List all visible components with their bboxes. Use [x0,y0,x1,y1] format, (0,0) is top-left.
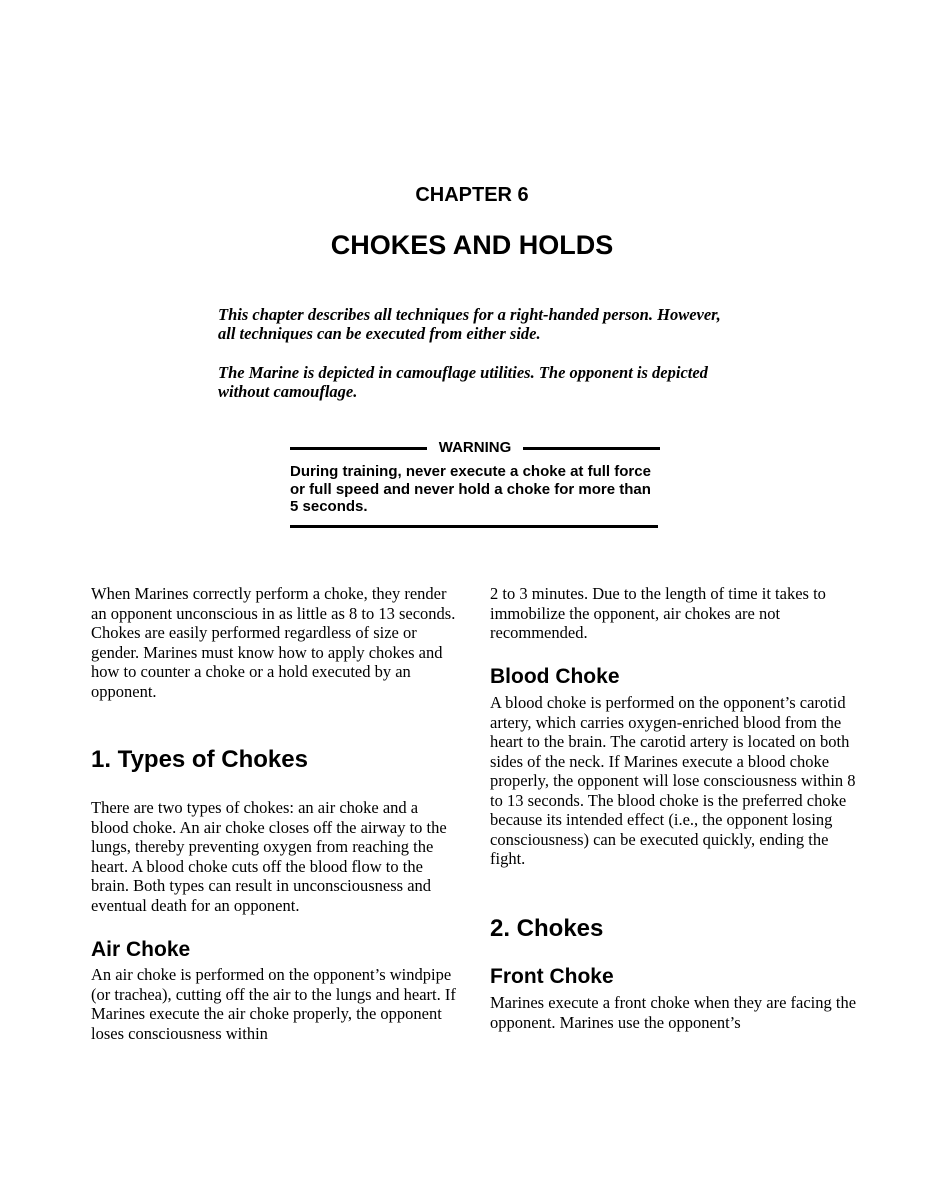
warning-header [290,438,660,458]
warning-title: WARNING [438,439,512,456]
chapter-title: CHOKES AND HOLDS [330,230,614,260]
warning-box [290,438,660,530]
paragraph-air-choke: An air choke is performed on the opponent’s windpipe (or trachea), cutting off the air to the lungs and heart. If Marines execute the air choke properly, the opponent loses consciousness within [91,965,456,1043]
warning-rule-right [523,447,660,450]
paragraph-front-choke: Marines execute a front choke when they are facing the opponent. Marines use the opponent’s [490,993,857,1032]
paragraph-air-choke-continued: 2 to 3 minutes. Due to the length of time it takes to immobilize the opponent, air chokes are not recommended. [490,584,826,642]
subheading-air-choke: Air Choke [91,938,191,961]
paragraph-chokes-intro: When Marines correctly perform a choke, they render an opponent unconscious in as little as 8 to 13 seconds. Chokes are easily performed regardless of size or gender. Marines must know how to apply chokes and how to counter a choke or a hold executed by an opponent. [91,584,456,701]
paragraph-types-of-chokes: There are two types of chokes: an air choke and a blood choke. An air choke closes off the airway to the lungs, thereby preventing oxygen from reaching the heart. A blood choke cuts off the blood flow to the brain. Both types can result in unconsciousness and eventual death for an opponent. [91,798,447,915]
warning-text: During training, never execute a choke at full force or full speed and never hold a choke for more than 5 seconds. [290,463,651,515]
warning-rule-left [290,447,427,450]
section-heading-chokes: 2. Chokes [490,915,604,942]
intro-paragraph-handedness: This chapter describes all techniques for a right-handed person. However, all techniques can be executed from either side. [218,305,721,343]
subheading-front-choke: Front Choke [490,965,614,988]
chapter-label: CHAPTER 6 [415,184,529,206]
intro-paragraph-depiction: The Marine is depicted in camouflage utilities. The opponent is depicted without camouflage. [218,363,708,401]
warning-rule-bottom [290,525,658,528]
paragraph-blood-choke: A blood choke is performed on the opponent’s carotid artery, which carries oxygen-enriched blood from the heart to the brain. The carotid artery is located on both sides of the neck. If Marines execute a blood choke properly, the opponent will lose consciousness within 8 to 13 seconds. The blood choke is the preferred choke because its intended effect (i.e., the opponent losing consciousness) can be executed quickly, ending the fight. [490,693,856,868]
subheading-blood-choke: Blood Choke [490,665,620,688]
section-heading-types-of-chokes: 1. Types of Chokes [91,746,308,773]
